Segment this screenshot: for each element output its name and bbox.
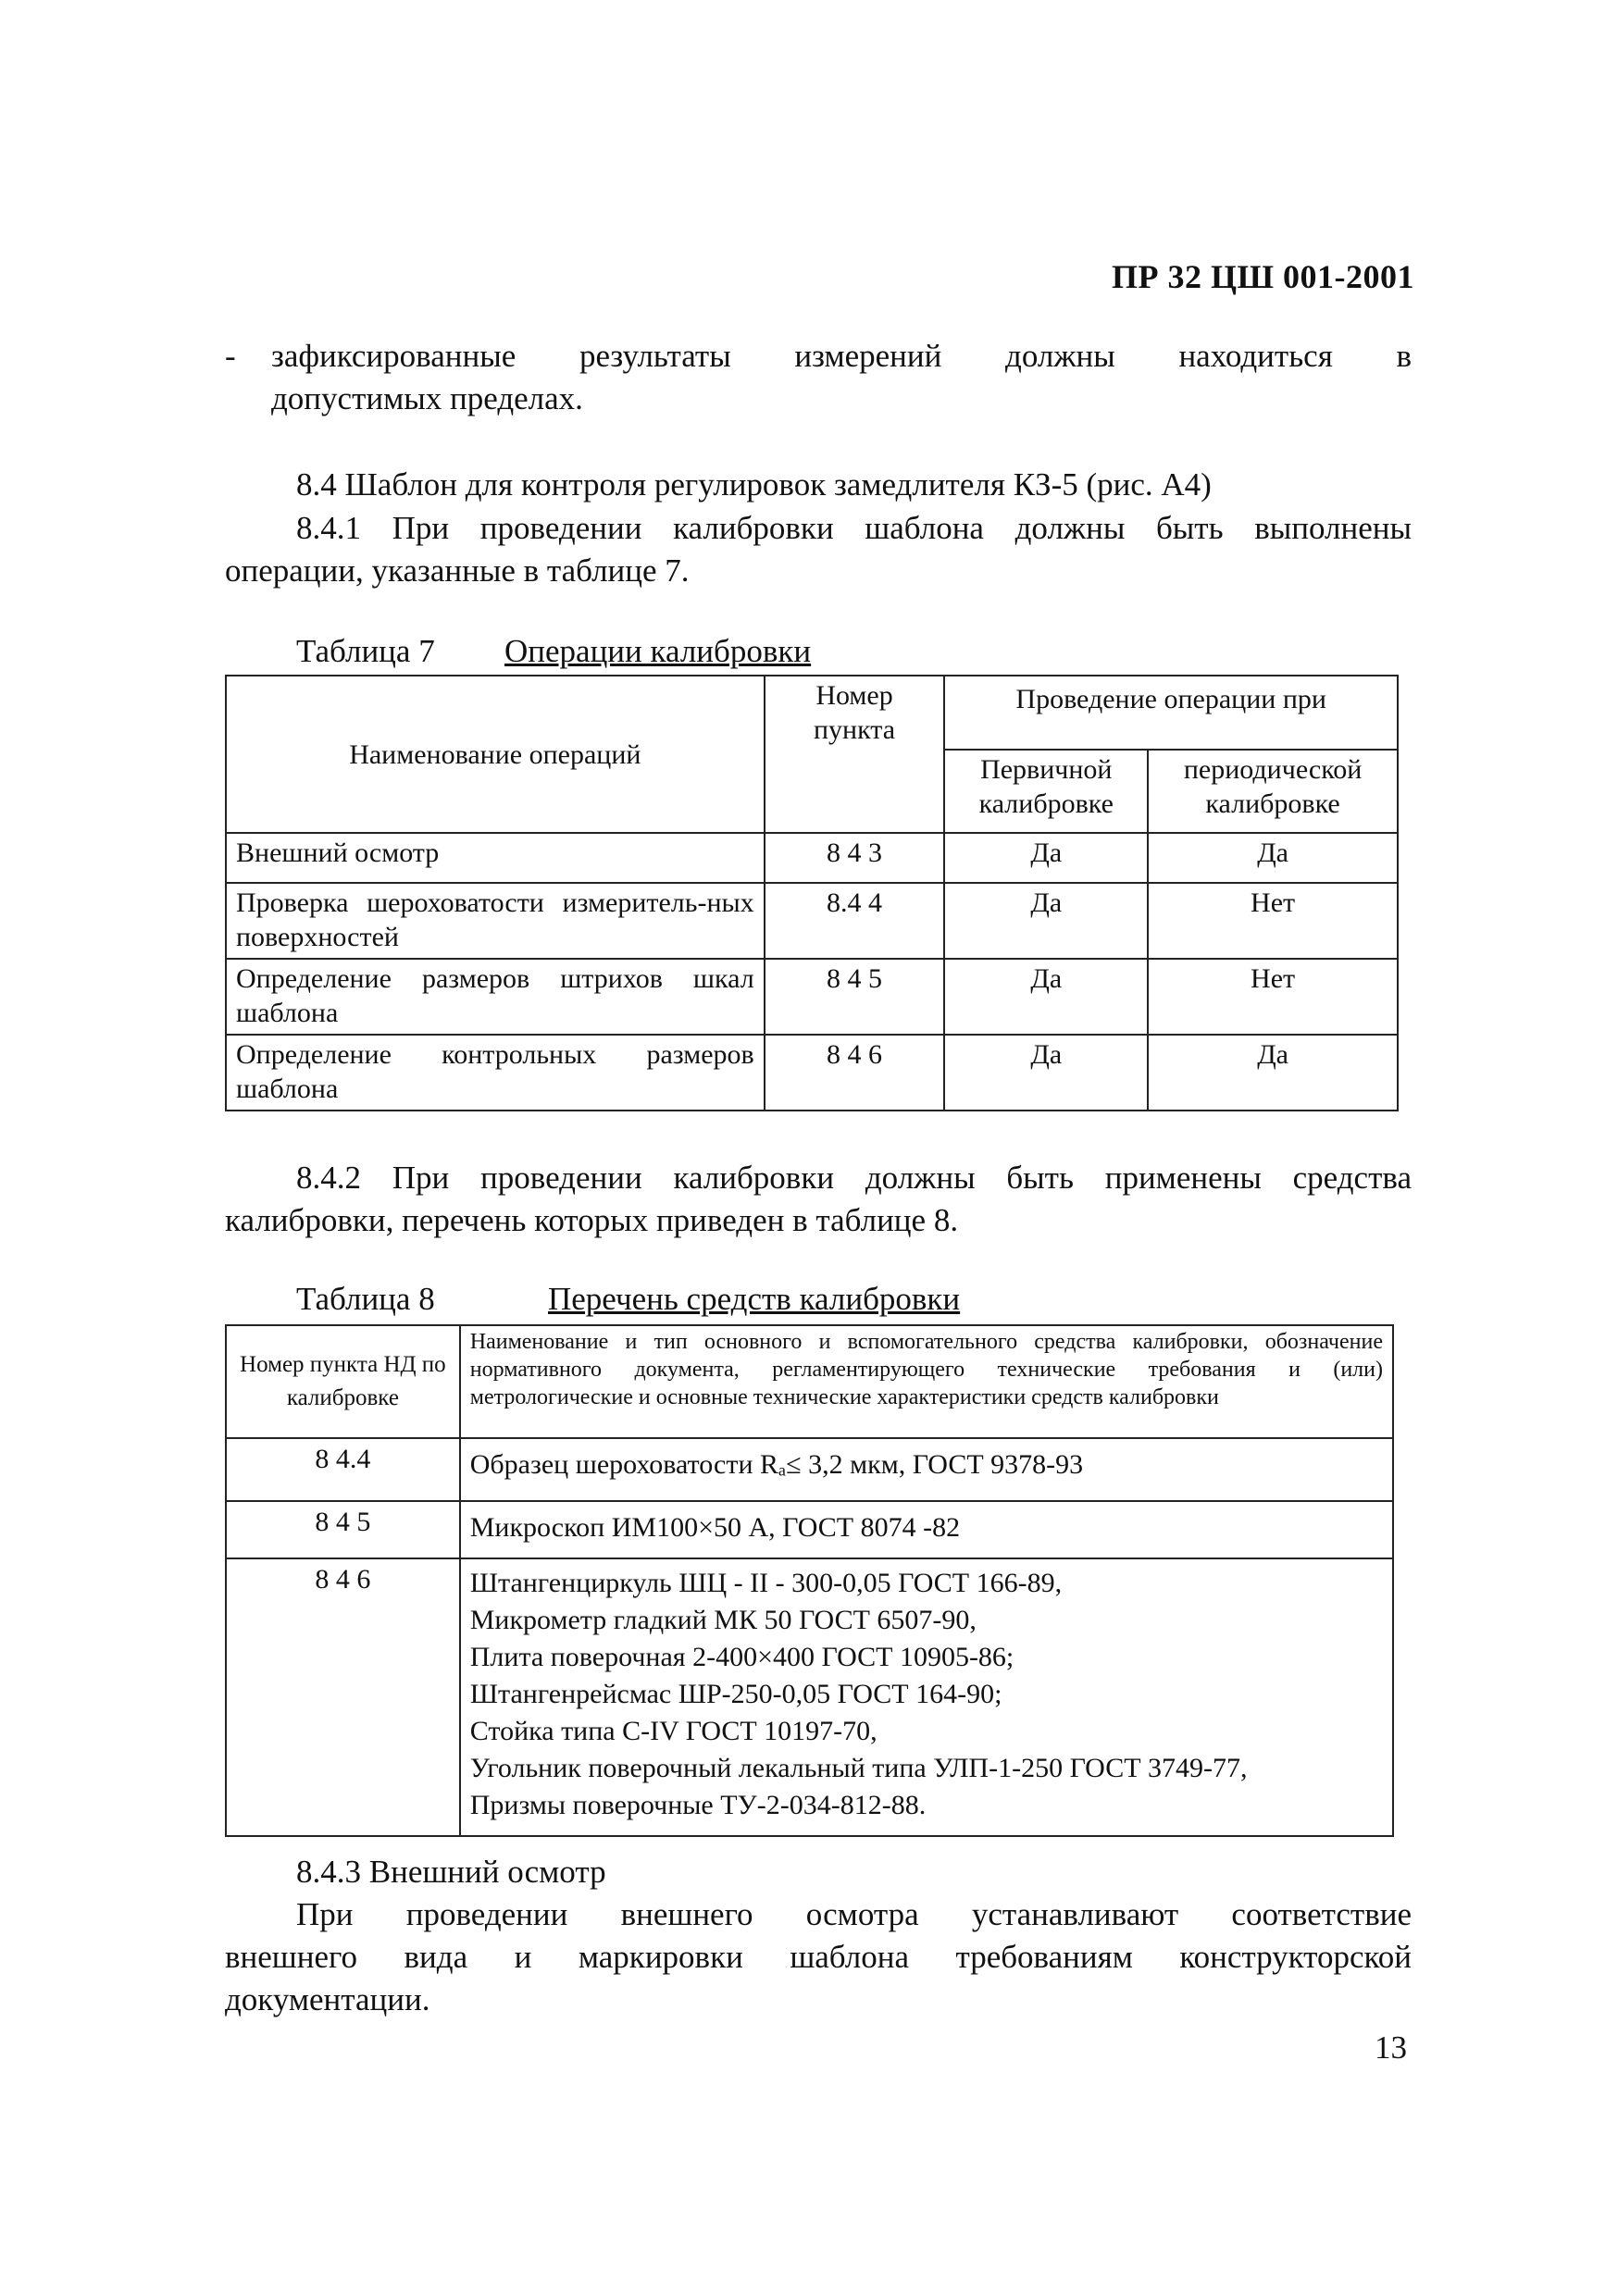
- table8-means-line: Микрометр гладкий МК 50 ГОСТ 6507-90,: [469, 1605, 977, 1635]
- table7-cell-item: 8 4 5: [765, 959, 945, 1035]
- table7-cell-name: Внешний осмотр: [226, 833, 765, 883]
- table7-cell-periodic: Да: [1148, 833, 1398, 883]
- table8-caption-title: Перечень средств калибровки: [548, 1281, 961, 1317]
- table7-cell-name: Определение контрольных размеров шаблона: [226, 1035, 765, 1111]
- table-row: [226, 883, 1398, 959]
- table7-cell-item: 8 4 3: [765, 833, 945, 883]
- para-8-4-3-line-3: документации.: [225, 1981, 430, 2017]
- intro-line-1: зафиксированные результаты измерений должны находиться в: [271, 338, 1412, 374]
- table8-cell-means: [460, 1501, 1393, 1558]
- section-title-8-4: 8.4 Шаблон для контроля регулировок замедлителя КЗ-5 (рис. А4): [296, 466, 1212, 503]
- table-row: [226, 959, 1398, 1035]
- table7-cell-name: Определение размеров штрихов шкал шаблона: [226, 959, 765, 1035]
- table8-means-line: Угольник поверочный лекальный типа УЛП-1-250 ГОСТ 3749-77,: [469, 1753, 1248, 1783]
- para-8-4-2-line-1: 8.4.2 При проведении калибровки должны быть применены средства: [296, 1160, 1412, 1196]
- table8-means-line: Штангенциркуль ШЦ - II - 300-0,05 ГОСТ 166-89,: [469, 1568, 1063, 1598]
- table-row: [226, 1501, 1393, 1558]
- table7-cell-periodic: Да: [1148, 1035, 1398, 1111]
- table7-header-item: Номер пункта: [765, 676, 945, 833]
- table8-cell-means: [460, 1438, 1393, 1501]
- table-7: [225, 675, 1399, 1111]
- table8-cell-item: 8 4.4: [226, 1438, 460, 1501]
- table7-cell-periodic: Нет: [1148, 959, 1398, 1035]
- table7-header-conduct: Проведение операции при: [944, 676, 1398, 750]
- document-code: ПР 32 ЦШ 001-2001: [1111, 258, 1414, 295]
- table8-means-line: Плита поверочная 2-400×400 ГОСТ 10905-86;: [469, 1642, 1014, 1672]
- table8-cell-means: [460, 1558, 1393, 1836]
- table-row: [226, 1035, 1398, 1111]
- para-8-4-3-line-2: внешнего вида и маркировки шаблона требованиям конструкторской: [225, 1939, 1412, 1975]
- table8-header-item: Номер пункта НД по калибровке: [226, 1325, 460, 1438]
- section-title-8-4-3: 8.4.3 Внешний осмотр: [296, 1854, 606, 1890]
- table7-cell-item: 8.4 4: [765, 883, 945, 959]
- table8-means-line: Штангенрейсмас ШР-250-0,05 ГОСТ 164-90;: [469, 1679, 1002, 1709]
- table8-header-description: Наименование и тип основного и вспомогательного средства калибровки, обозначение нормативного документа, регламентирующего технические требования и (или) метрологические и основные технические характеристики средств калибровки: [460, 1325, 1393, 1438]
- para-8-4-2-line-2: калибровки, перечень которых приведен в таблице 8.: [225, 1202, 959, 1238]
- table7-header-name: Наименование операций: [226, 676, 765, 833]
- table-row: [226, 1438, 1393, 1501]
- para-8-4-1-line-2: операции, указанные в таблице 7.: [225, 552, 690, 589]
- table8-caption-number: Таблица 8: [296, 1281, 435, 1317]
- table8-cell-item: 8 4 6: [226, 1558, 460, 1836]
- intro-line-2: допустимых пределах.: [271, 380, 583, 416]
- table7-caption-title: Операции калибровки: [504, 633, 812, 669]
- table7-cell-item: 8 4 6: [765, 1035, 945, 1111]
- para-8-4-3-line-1: При проведении внешнего осмотра устанавливают соответствие: [296, 1896, 1412, 1932]
- table8-means-line: Призмы поверочные ТУ-2-034-812-88.: [469, 1790, 927, 1820]
- table7-cell-primary: Да: [944, 959, 1148, 1035]
- table7-header-primary: Первичной калибровке: [944, 750, 1148, 833]
- table8-means-line: Микроскоп ИМ100×50 А, ГОСТ 8074 -82: [469, 1512, 961, 1543]
- table7-cell-primary: Да: [944, 833, 1148, 883]
- table7-caption-number: Таблица 7: [296, 633, 435, 669]
- table-row: [226, 1558, 1393, 1836]
- table-row: [226, 833, 1398, 883]
- table7-cell-name: Проверка шероховатости измеритель-ных поверхностей: [226, 883, 765, 959]
- table8-means-line: Образец шероховатости Rₐ≤ 3,2 мкм, ГОСТ 9378-93: [469, 1449, 1084, 1480]
- para-8-4-1-line-1: 8.4.1 При проведении калибровки шаблона должны быть выполнены: [296, 510, 1412, 546]
- list-dash: -: [225, 338, 236, 374]
- table8-cell-item: 8 4 5: [226, 1501, 460, 1558]
- table-8: [225, 1324, 1394, 1837]
- table7-cell-periodic: Нет: [1148, 883, 1398, 959]
- table7-cell-primary: Да: [944, 1035, 1148, 1111]
- table8-means-line: Стойка типа С-IV ГОСТ 10197-70,: [469, 1716, 877, 1746]
- page-number: 13: [1375, 2029, 1407, 2066]
- table7-header-periodic: периодической калибровке: [1148, 750, 1398, 833]
- table7-cell-primary: Да: [944, 883, 1148, 959]
